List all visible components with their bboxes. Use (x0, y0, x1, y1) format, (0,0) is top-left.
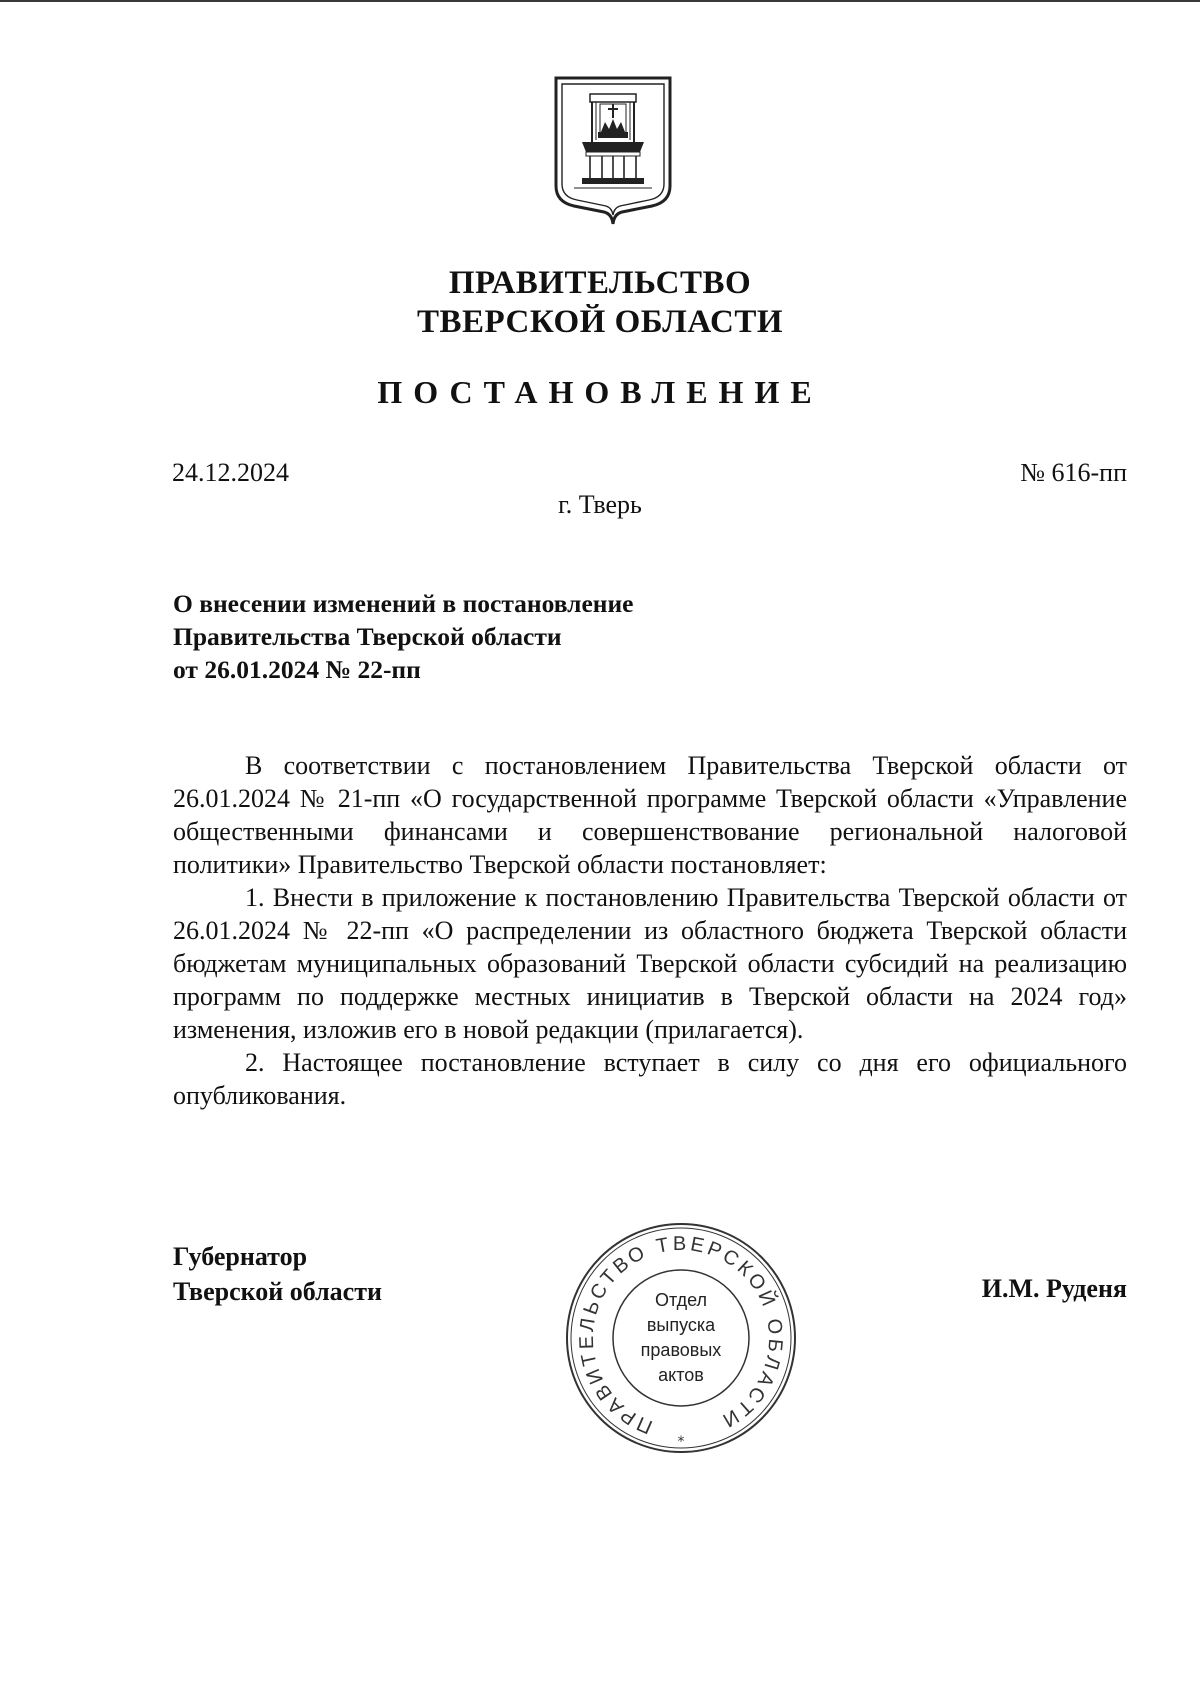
subject-line-3: от 26.01.2024 № 22-пп (173, 655, 421, 684)
body-preamble: В соответствии с постановлением Правительства Тверской области от 26.01.2024 № 21-пп «О государственной программе Тверской области «Управление общественными финансами и совершенствование региональной налоговой политики» Правительство Тверской области постановляет: (173, 751, 1127, 879)
tver-coat-of-arms-icon (552, 74, 674, 226)
seal-center-line-3: правовых (640, 1340, 722, 1360)
signatory-name: И.М. Руденя (981, 1274, 1127, 1303)
seal-center-line-4: актов (658, 1365, 704, 1385)
seal-center-line-1: Отдел (654, 1290, 708, 1310)
signatory-position-line-1: Губернатор (173, 1242, 308, 1271)
document-city: г. Тверь (558, 490, 642, 519)
body-item-2: 2. Настоящее постановление вступает в силу со дня его официального опубликования. (173, 1048, 1127, 1110)
subject-line-1: О внесении изменений в постановление (173, 589, 634, 618)
official-seal (561, 1220, 801, 1456)
seal-center-line-2: выпуска (646, 1315, 716, 1335)
issuer-name-line-1: ПРАВИТЕЛЬСТВО (448, 265, 752, 301)
seal-center-text (561, 1220, 801, 1456)
signatory-position-line-2: Тверской области (173, 1277, 382, 1306)
subject-line-2: Правительства Тверской области (173, 622, 562, 651)
page-top-edge (0, 0, 1200, 2)
signatory-position (173, 1239, 382, 1309)
document-type-title: ПОСТАНОВЛЕНИЕ (377, 374, 823, 410)
document-subject (173, 587, 873, 686)
issuer-name-line-2: ТВЕРСКОЙ ОБЛАСТИ (416, 304, 784, 340)
coat-of-arms-emblem (552, 74, 674, 226)
seal-ring-text: ПРАВИТЕЛЬСТВО ТВЕРСКОЙ ОБЛАСТИ (575, 1232, 787, 1438)
document-date: 24.12.2024 (172, 458, 289, 487)
svg-text:*: * (677, 1434, 685, 1450)
body-item-1: 1. Внести в приложение к постановлению Правительства Тверской области от 26.01.2024 № 22-пп «О распределении из областного бюджета Тверской области бюджетам муниципальных образований Тверской области субсидий на реализацию программ по поддержке местных инициатив в Тверской области на 2024 год» изменения, изложив его в новой редакции (прилагается). (173, 883, 1127, 1044)
document-number: № 616-пп (1020, 458, 1127, 487)
document-body (173, 749, 1127, 1112)
